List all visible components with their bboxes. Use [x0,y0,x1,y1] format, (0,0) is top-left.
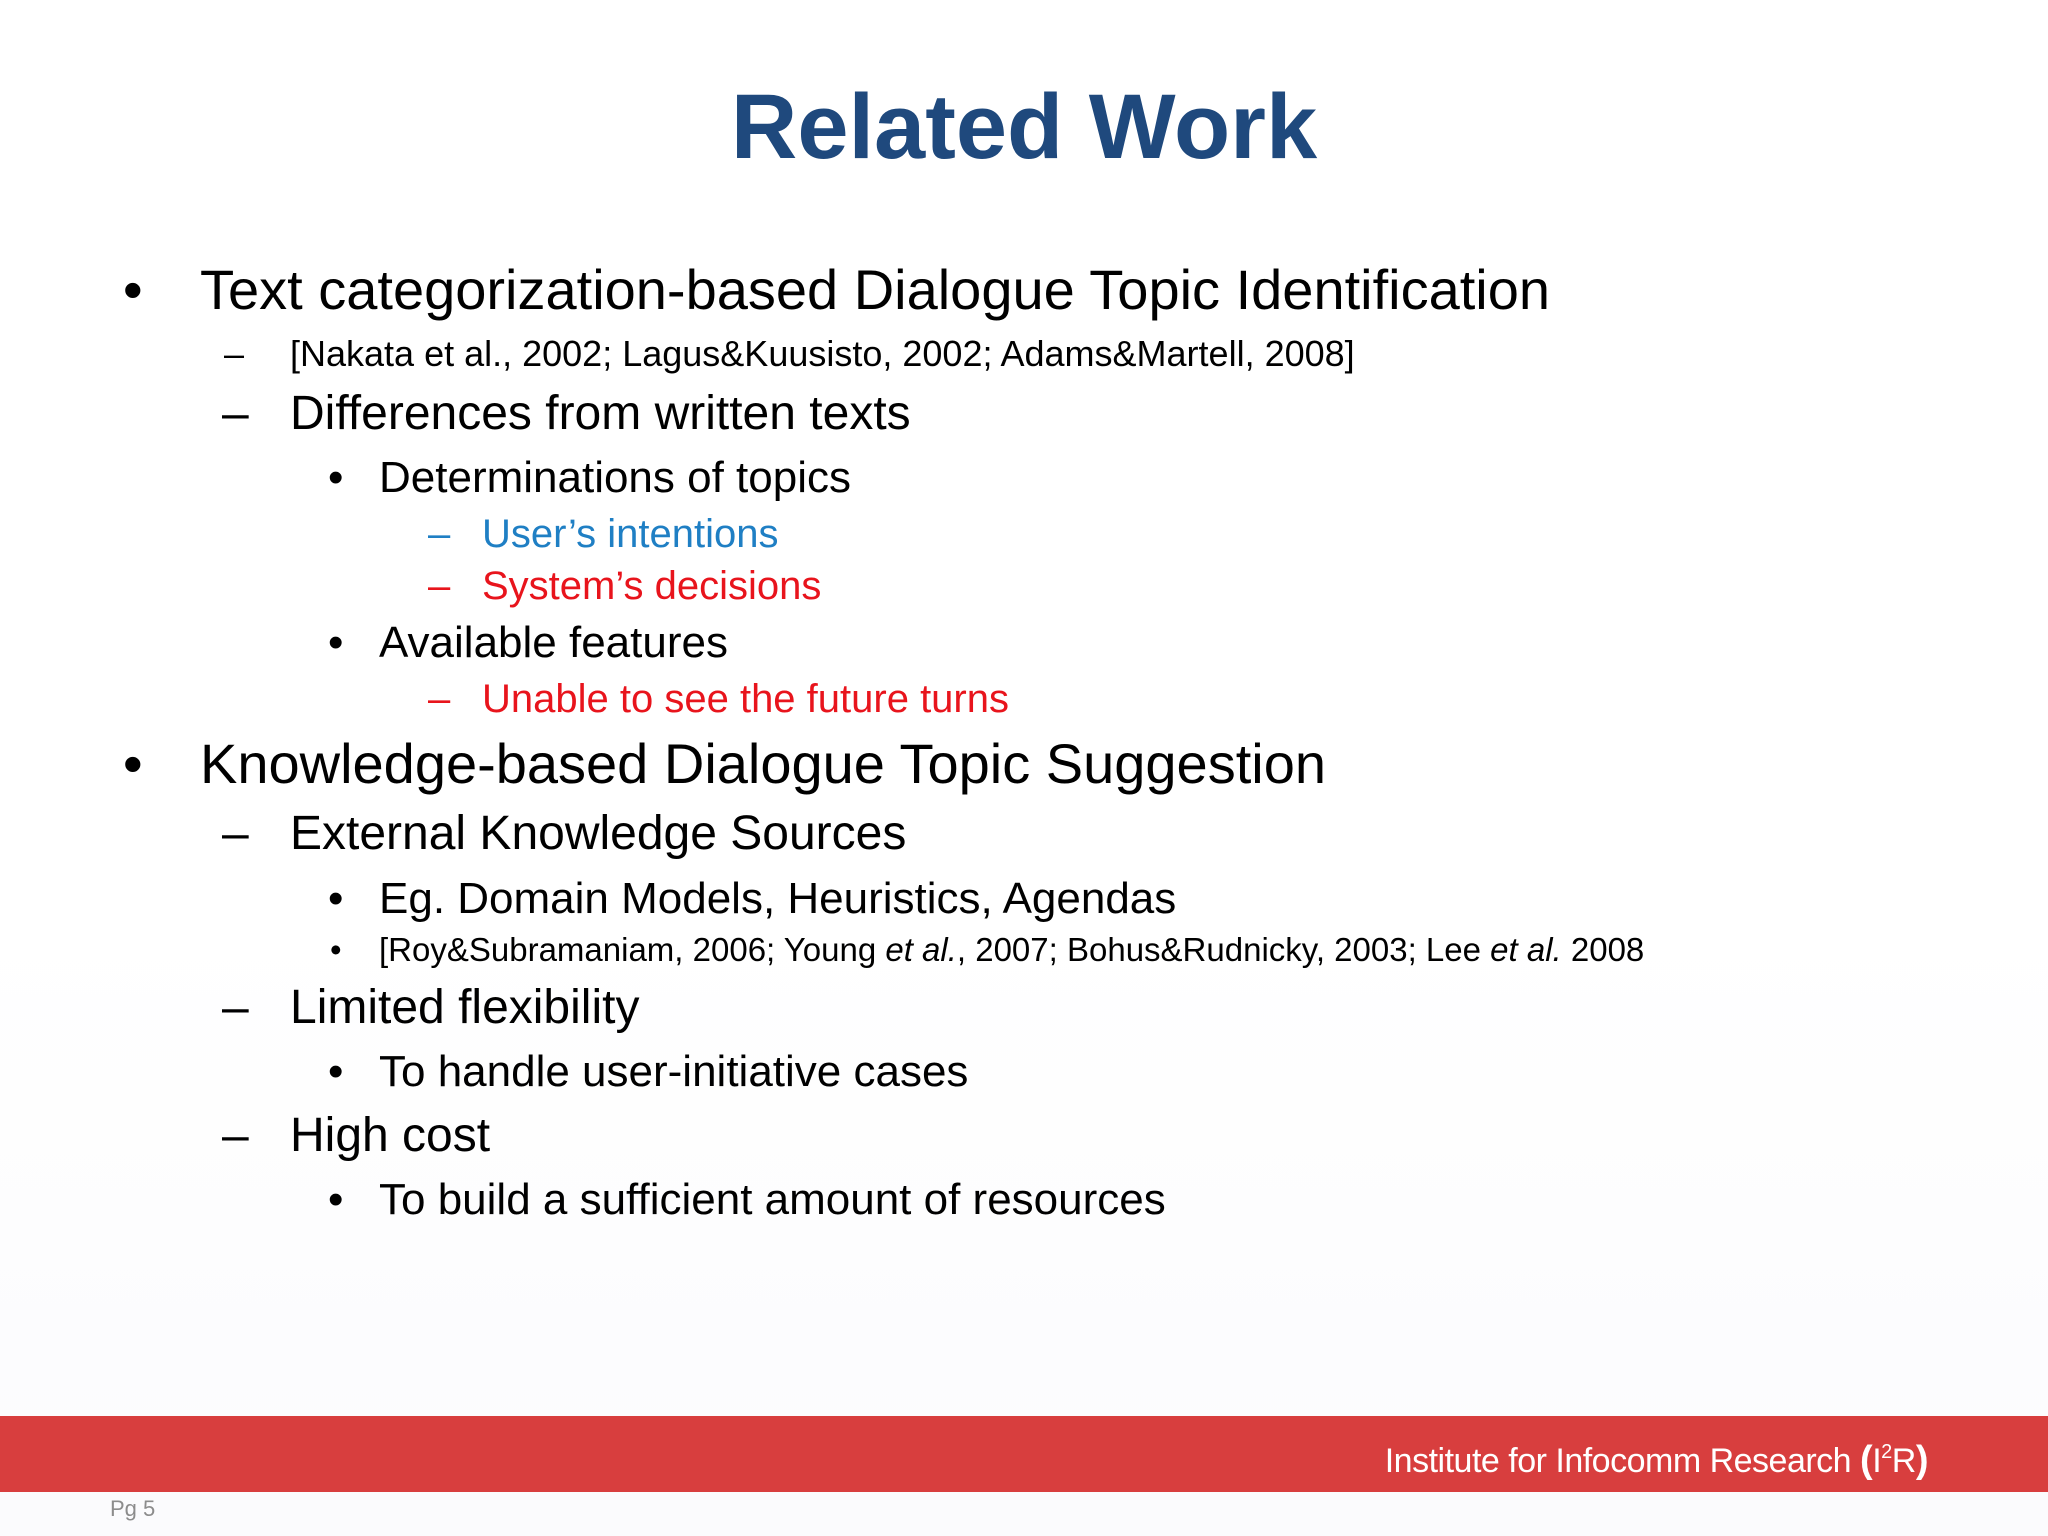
sub-bullet-text: Differences from written texts [290,387,911,440]
bullet-marker: • [123,732,143,795]
dash-marker: – [222,387,249,440]
institute-logo-text: Institute for Infocomm Research $(I^2R)$ [1384,1439,1928,1481]
dash-marker: – [222,981,249,1034]
item-text: User’s intentions [482,512,779,556]
item-text: Eg. Domain Models, Heuristics, Agendas [379,874,1177,923]
bullet-text: Text categorization-based Dialogue Topic Identification [200,258,1551,321]
item-text: Unable to see the future turns [482,677,1009,721]
dash-marker: – [222,807,249,860]
item-text: Determinations of topics [379,453,851,502]
dash-marker: – [222,1109,249,1162]
dash-marker: – [428,564,451,608]
citation-text: [Nakata et al., 2002; Lagus&Kuusisto, 2002; Adams&Martell, 2008] [290,333,1355,374]
bullet-marker: • [328,618,344,667]
bullet-text: Knowledge-based Dialogue Topic Suggestion [200,732,1326,795]
item-text: To build a sufficient amount of resources [379,1175,1166,1224]
dash-marker: – [428,677,451,721]
item-text: Available features [379,618,728,667]
dash-marker: – [224,333,245,374]
footer-bar [0,1416,2048,1492]
bullet-marker: • [328,453,344,502]
sub-bullet-text: External Knowledge Sources [290,807,907,860]
bullet-marker: • [123,258,143,321]
sub-bullet-text: Limited flexibility [290,981,640,1034]
item-text: System’s decisions [482,564,822,608]
bullet-marker: • [328,1175,344,1224]
page-number: Pg 5 [110,1496,156,1521]
citation-text: [Roy&Subramaniam, 2006; Young et al., 2007; Bohus&Rudnicky, 2003; Lee et al. 2008 [379,931,1645,968]
sub-bullet-text: High cost [290,1109,491,1162]
item-text: To handle user-initiative cases [379,1047,969,1096]
bullet-marker: • [330,931,342,968]
bullet-marker: • [328,874,344,923]
bullet-marker: • [328,1047,344,1096]
dash-marker: – [428,512,451,556]
slide-title: Related Work [730,76,1318,178]
